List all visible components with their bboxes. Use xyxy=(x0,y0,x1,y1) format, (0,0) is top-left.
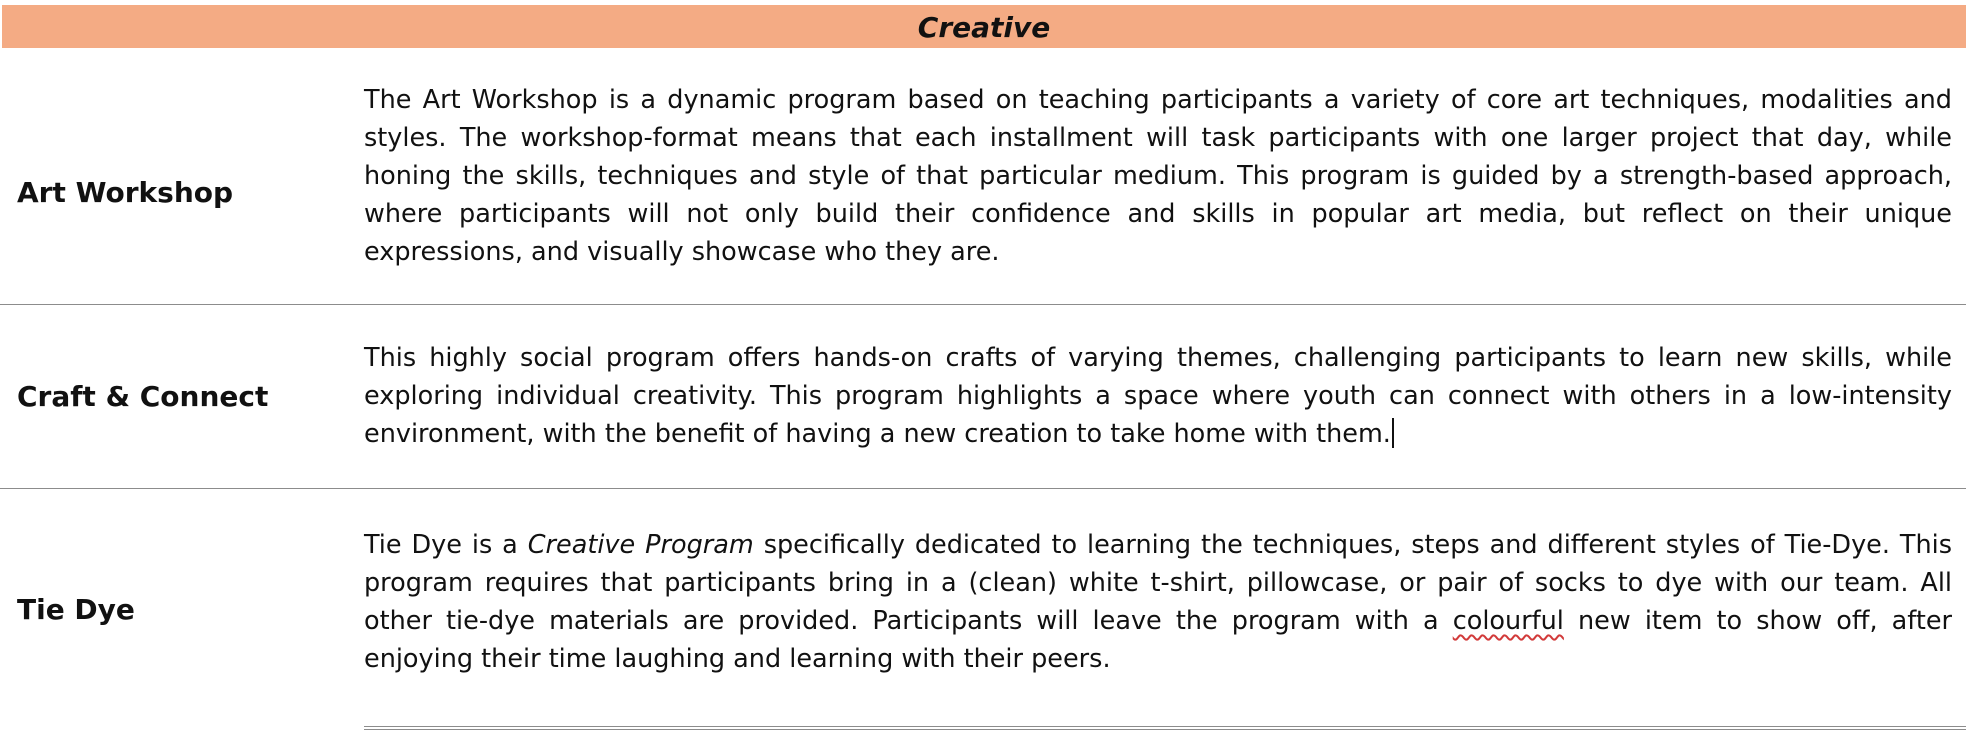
description-text: This highly social program offers hands-on crafts of varying themes, challenging participants to learn new skills, while exploring individual creativity. This program highlights a space where youth can connect with others in a low-intensity environment, with the benefit of having a new creation to take home with them. xyxy=(364,343,1952,449)
program-name-craft-connect: Craft & Connect xyxy=(17,380,269,413)
program-description-craft-connect[interactable] xyxy=(364,339,1952,453)
row-divider xyxy=(0,488,1966,489)
section-title: Creative xyxy=(917,11,1051,44)
row-divider xyxy=(0,304,1966,305)
spellcheck-flagged-word[interactable]: colourful xyxy=(1452,606,1564,636)
program-description-art-workshop[interactable]: The Art Workshop is a dynamic program based on teaching participants a variety of core art techniques, modalities and styles. The workshop-format means that each installment will task participants with one larger project that day, while honing the skills, techniques and style of that particular medium. This program is guided by a strength-based approach, where participants will not only build their confidence and skills in popular art media, but reflect on their unique expressions, and visually showcase who they are. xyxy=(364,85,1952,267)
program-name-tie-dye: Tie Dye xyxy=(17,593,135,626)
description-intro: Tie Dye is a xyxy=(364,530,528,560)
description-emphasis: Creative Program xyxy=(527,530,754,560)
table-bottom-border xyxy=(364,726,1966,730)
description-middle: specifically dedicated to learning the techniques, steps and different styles of Tie-Dye. This program requires that participants bring in a (clean) white t-shirt, pillowcase, or pair of socks to dye with our team. All other tie-dye materials are provided. Participants will leave the program with a xyxy=(364,530,1953,636)
program-name-art-workshop: Art Workshop xyxy=(17,176,234,209)
text-cursor xyxy=(1392,418,1394,448)
program-description-tie-dye[interactable] xyxy=(364,526,1952,678)
section-header-band xyxy=(2,5,1966,48)
description-end: new item to show off, after enjoying their time laughing and learning with their peers. xyxy=(364,606,1952,674)
